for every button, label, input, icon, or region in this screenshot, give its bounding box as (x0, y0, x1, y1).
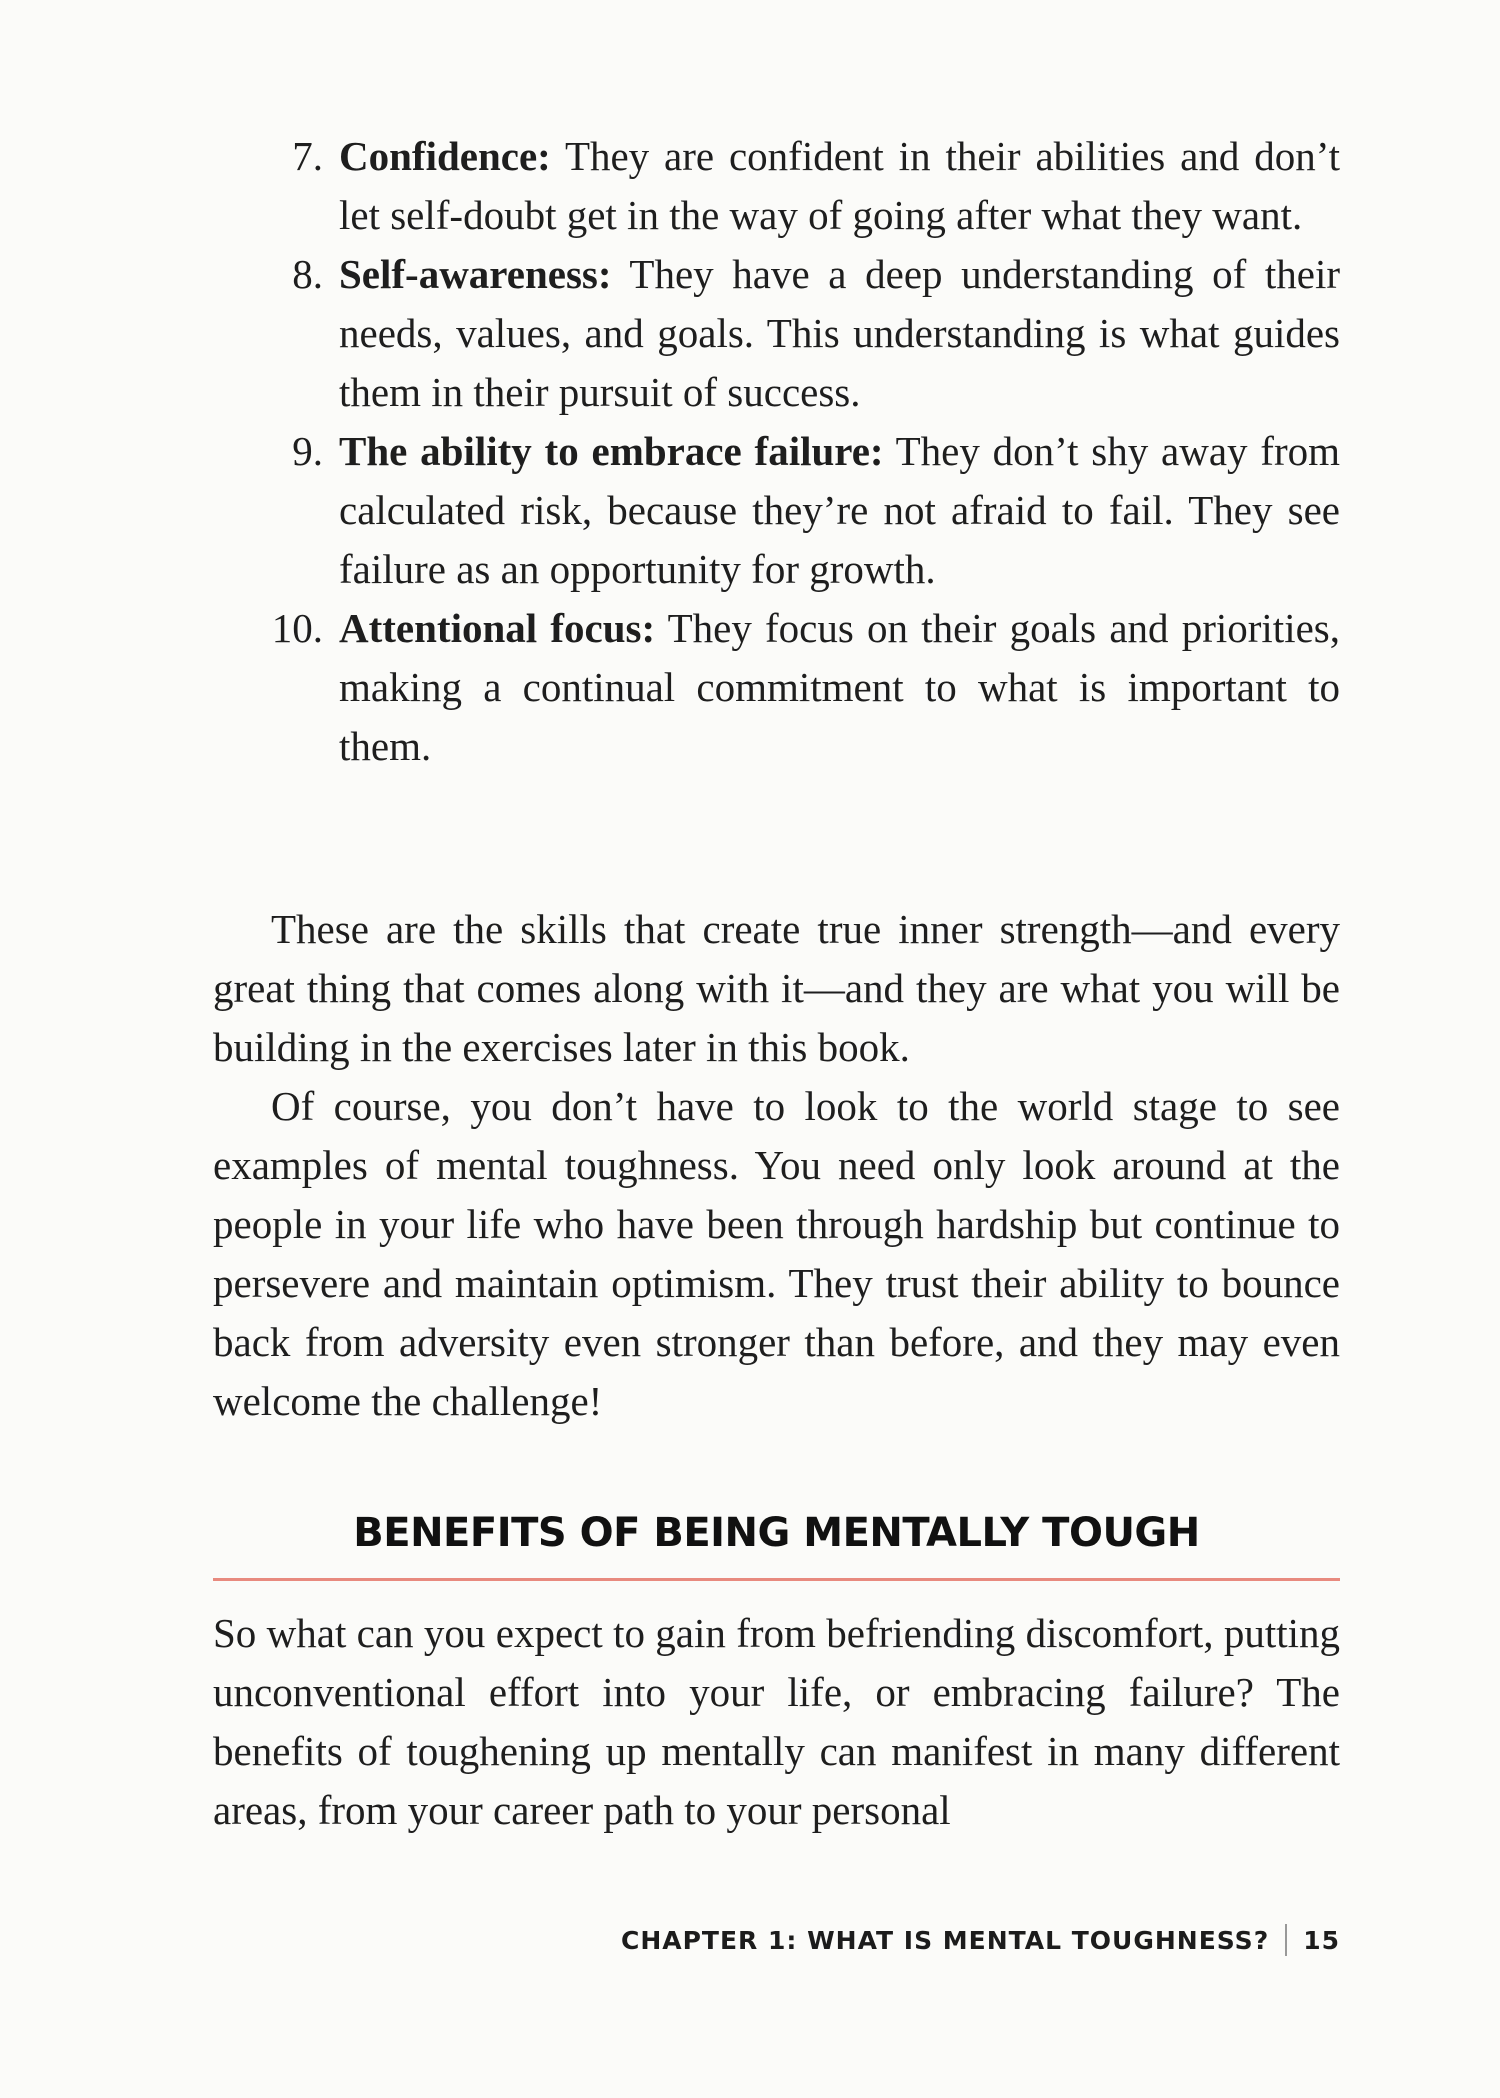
paragraph-benefits: So what can you expect to gain from befriending discomfort, putting unconventional effort into your life, or embracing failure? The benefits of toughening up mentally can manifest in many different areas, from your career path to your personal (213, 1610, 1340, 1833)
section-body (213, 1604, 1340, 1840)
body-text (213, 900, 1340, 1431)
list-item (213, 245, 1340, 422)
list-item-text: They don’t shy away from calculated risk, because they’re not afraid to fail. They see failure as an opportunity for growth. (339, 428, 1341, 592)
list-item-term: Self-awareness: (339, 251, 612, 297)
list-item-text: They are confident in their abilities and don’t let self-doubt get in the way of going after what they want. (339, 133, 1340, 238)
list-item-text: They have a deep understanding of their needs, values, and goals. This understanding is what guides them in their pursuit of success. (339, 251, 1340, 415)
list-item-number: 9. (292, 428, 323, 474)
page-number: 15 (1303, 1925, 1340, 1955)
footer-divider (1285, 1924, 1287, 1956)
list-item-text: They focus on their goals and priorities, making a continual commitment to what is important to them. (339, 605, 1340, 769)
section-heading: BENEFITS OF BEING MENTALLY TOUGH (353, 1510, 1200, 1556)
paragraph-examples: Of course, you don’t have to look to the world stage to see examples of mental toughness. You need only look around at the people in your life who have been through hardship but continue to persevere and maintain optimism. They trust their ability to bounce back from adversity even stronger than before, and they may even welcome the challenge! (213, 1083, 1340, 1424)
paragraph-skills: These are the skills that create true inner strength—and every great thing that comes along with it—and they are what you will be building in the exercises later in this book. (213, 906, 1340, 1070)
list-item (213, 599, 1340, 776)
list-item-term: Attentional focus: (339, 605, 656, 651)
list-item-term: The ability to embrace failure: (339, 428, 884, 474)
page-footer (621, 1924, 1340, 1956)
traits-list (213, 127, 1340, 776)
list-item (213, 127, 1340, 245)
running-footer-chapter: CHAPTER 1: WHAT IS MENTAL TOUGHNESS? (620, 1925, 1270, 1955)
heading-rule (213, 1578, 1340, 1581)
list-item-number: 10. (271, 605, 323, 651)
list-item (213, 422, 1340, 599)
list-item-term: Confidence: (339, 133, 551, 179)
list-item-number: 7. (292, 133, 323, 179)
list-item-number: 8. (292, 251, 323, 297)
